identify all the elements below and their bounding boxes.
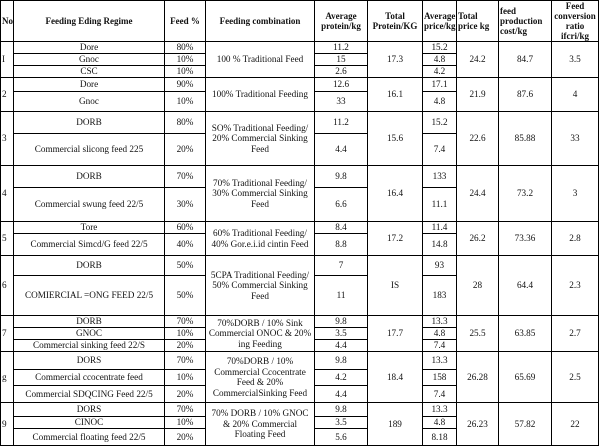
avg-protein-cell: 3.5 (315, 328, 368, 340)
avg-price-cell: 11.1 (423, 188, 457, 222)
avg-protein-cell: 9.8 (315, 352, 368, 370)
regime-cell: COMIERCIAL =ONG FEED 22/5 (14, 276, 165, 316)
avg-protein-cell: 7 (315, 256, 368, 276)
feed-pct-cell: 70% (165, 166, 206, 188)
feed-pct-cell: 90% (165, 78, 206, 92)
regime-cell: Tore (14, 222, 165, 234)
table-row (1, 352, 599, 370)
avg-protein-cell: 3.5 (315, 417, 368, 429)
feed-cost-cell: 84.7 (499, 42, 552, 78)
total-price-cell: 25.5 (457, 316, 499, 352)
feed-cost-cell: 57.82 (499, 403, 552, 446)
avg-price-cell: 13.3 (423, 403, 457, 417)
avg-price-cell: 133 (423, 166, 457, 188)
total-protein-cell: 17.3 (368, 42, 423, 78)
feed-cost-cell: 85.88 (499, 112, 552, 166)
regime-cell: DORB (14, 166, 165, 188)
row-number: I (1, 42, 14, 78)
avg-price-cell: 17.1 (423, 78, 457, 92)
table-row (1, 166, 599, 188)
feed-pct-cell: 10% (165, 417, 206, 429)
combination-cell: 70%DORB / 10% Sink Commercial ONOC & 20% ing Feeding (206, 316, 315, 352)
avg-price-cell: 7.4 (423, 386, 457, 403)
col-feed-cost: feed production cost/kg (499, 1, 552, 42)
feed-pct-cell: 60% (165, 222, 206, 234)
feed-cost-cell: 73.2 (499, 166, 552, 222)
avg-protein-cell: 8.4 (315, 222, 368, 234)
row-number: g (1, 352, 14, 403)
combination-cell: 60% Traditional Feeding/ 40% Gor.e.i.id cintin Feed (206, 222, 315, 256)
avg-price-cell: 13.3 (423, 316, 457, 328)
avg-protein-cell: 5.6 (315, 429, 368, 446)
col-fcr: Feed conversion ratio ifcri/kg (552, 1, 599, 42)
regime-cell: Commercial ccocentrate feed (14, 370, 165, 386)
avg-price-cell: 11.4 (423, 222, 457, 234)
avg-protein-cell: 6.6 (315, 188, 368, 222)
total-protein-cell: 16.4 (368, 166, 423, 222)
fcr-cell: 22 (552, 403, 599, 446)
regime-cell: DORB (14, 316, 165, 328)
row-number: 5 (1, 222, 14, 256)
avg-price-cell: 4.8 (423, 417, 457, 429)
total-price-cell: 26.23 (457, 403, 499, 446)
combination-cell: SO% Traditional Feeding/ 20% Commercial Sinking Feed (206, 112, 315, 166)
header-row (1, 1, 599, 42)
regime-cell: Commercial slicong feed 225 (14, 134, 165, 166)
combination-cell: 100% Traditional Feeding (206, 78, 315, 112)
feed-pct-cell: 20% (165, 429, 206, 446)
regime-cell: Commercial swung feed 22/5 (14, 188, 165, 222)
avg-protein-cell: 11 (315, 276, 368, 316)
combination-cell: 70% Traditional Feeding/ 30% Commercial Sinking Feed (206, 166, 315, 222)
regime-cell: DORS (14, 403, 165, 417)
avg-protein-cell: 9.8 (315, 403, 368, 417)
avg-protein-cell: 2.6 (315, 66, 368, 78)
regime-cell: Commercial sinking feed 22/S (14, 340, 165, 352)
avg-protein-cell: 4.4 (315, 134, 368, 166)
feed-cost-cell: 64.4 (499, 256, 552, 316)
feed-cost-cell: 73.36 (499, 222, 552, 256)
total-price-cell: 28 (457, 256, 499, 316)
fcr-cell: 3.5 (552, 42, 599, 78)
feed-pct-cell: 10% (165, 370, 206, 386)
regime-cell: Gnoc (14, 54, 165, 66)
total-protein-cell: 18.4 (368, 352, 423, 403)
feed-pct-cell: 50% (165, 256, 206, 276)
avg-protein-cell: 11.2 (315, 112, 368, 134)
regime-cell: DORS (14, 352, 165, 370)
table-row (1, 222, 599, 234)
avg-protein-cell: 15 (315, 54, 368, 66)
col-regime: Feeding Eding Regime (14, 1, 165, 42)
regime-cell: GNOC (14, 328, 165, 340)
feed-pct-cell: 80% (165, 112, 206, 134)
total-protein-cell: 16.1 (368, 78, 423, 112)
row-number: 7 (1, 316, 14, 352)
col-total-protein: Total Protein/KG (368, 1, 423, 42)
regime-cell: DORB (14, 256, 165, 276)
table-body (1, 42, 599, 446)
feed-cost-cell: 65.69 (499, 352, 552, 403)
row-number: 4 (1, 166, 14, 222)
fcr-cell: 4 (552, 78, 599, 112)
feed-pct-cell: 10% (165, 328, 206, 340)
col-avg-protein: Average protein/kg (315, 1, 368, 42)
total-protein-cell: 189 (368, 403, 423, 446)
fcr-cell: 3 (552, 166, 599, 222)
table-row (1, 256, 599, 276)
total-price-cell: 26.28 (457, 352, 499, 403)
avg-price-cell: 8.18 (423, 429, 457, 446)
feed-pct-cell: 30% (165, 188, 206, 222)
col-combination: Feeding combination (206, 1, 315, 42)
avg-price-cell: 13.3 (423, 352, 457, 370)
feed-cost-cell: 87.6 (499, 78, 552, 112)
total-protein-cell: IS (368, 256, 423, 316)
total-price-cell: 26.2 (457, 222, 499, 256)
row-number: 9 (1, 403, 14, 446)
total-protein-cell: 17.2 (368, 222, 423, 256)
feed-cost-cell: 63.85 (499, 316, 552, 352)
row-number: 2 (1, 78, 14, 112)
total-protein-cell: 17.7 (368, 316, 423, 352)
avg-protein-cell: 33 (315, 92, 368, 112)
avg-price-cell: 14.8 (423, 234, 457, 256)
avg-protein-cell: 9.8 (315, 316, 368, 328)
fcr-cell: 2.3 (552, 256, 599, 316)
combination-cell: 70% DORB / 10% GNOC & 20% Commercial Floating Feed (206, 403, 315, 446)
regime-cell: CSC (14, 66, 165, 78)
avg-price-cell: 158 (423, 370, 457, 386)
avg-price-cell: 183 (423, 276, 457, 316)
avg-price-cell: 15.2 (423, 42, 457, 54)
avg-price-cell: 7.4 (423, 340, 457, 352)
regime-cell: Commercial floating feed 22/5 (14, 429, 165, 446)
regime-cell: Gnoc (14, 92, 165, 112)
avg-price-cell: 4.8 (423, 328, 457, 340)
feed-pct-cell: 70% (165, 403, 206, 417)
total-protein-cell: 15.6 (368, 112, 423, 166)
regime-cell: DORB (14, 112, 165, 134)
combination-cell: 70%DORB / 10% Commercial Ccocentrate Feed & 20% CommercialSinking Feed (206, 352, 315, 403)
feed-pct-cell: 50% (165, 276, 206, 316)
row-number: 3 (1, 112, 14, 166)
avg-protein-cell: 11.2 (315, 42, 368, 54)
avg-protein-cell: 4.4 (315, 340, 368, 352)
col-avg-price: Average price/kg (423, 1, 457, 42)
fcr-cell: 33 (552, 112, 599, 166)
feed-pct-cell: 20% (165, 386, 206, 403)
avg-price-cell: 93 (423, 256, 457, 276)
feed-pct-cell: 70% (165, 352, 206, 370)
total-price-cell: 21.9 (457, 78, 499, 112)
feed-pct-cell: 10% (165, 66, 206, 78)
row-number: 6 (1, 256, 14, 316)
table-row (1, 316, 599, 328)
avg-protein-cell: 8.8 (315, 234, 368, 256)
fcr-cell: 2.8 (552, 222, 599, 256)
col-feed-pct: Feed % (165, 1, 206, 42)
avg-price-cell: 7.4 (423, 134, 457, 166)
avg-price-cell: 15.2 (423, 112, 457, 134)
total-price-cell: 24.4 (457, 166, 499, 222)
col-no: No (1, 1, 14, 42)
feed-pct-cell: 40% (165, 234, 206, 256)
avg-price-cell: 4.8 (423, 54, 457, 66)
regime-cell: Commercial Simcd/G feed 22/5 (14, 234, 165, 256)
table-row (1, 78, 599, 92)
regime-cell: Dore (14, 42, 165, 54)
total-price-cell: 24.2 (457, 42, 499, 78)
avg-protein-cell: 4.4 (315, 386, 368, 403)
combination-cell: 5CPA Traditional Feeding/ 50% Commercial Sinking Feed (206, 256, 315, 316)
avg-price-cell: 4.2 (423, 66, 457, 78)
avg-price-cell: 4.8 (423, 92, 457, 112)
regime-cell: CINOC (14, 417, 165, 429)
feed-pct-cell: 70% (165, 316, 206, 328)
avg-protein-cell: 4.2 (315, 370, 368, 386)
col-total-price: Total price kg (457, 1, 499, 42)
combination-cell: 100 % Traditional Feed (206, 42, 315, 78)
table-row (1, 403, 599, 417)
table-row (1, 112, 599, 134)
feed-pct-cell: 10% (165, 54, 206, 66)
regime-cell: Dore (14, 78, 165, 92)
fcr-cell: 2.7 (552, 316, 599, 352)
feed-pct-cell: 20% (165, 134, 206, 166)
feed-pct-cell: 10% (165, 92, 206, 112)
feed-pct-cell: 80% (165, 42, 206, 54)
fcr-cell: 2.5 (552, 352, 599, 403)
total-price-cell: 22.6 (457, 112, 499, 166)
avg-protein-cell: 9.8 (315, 166, 368, 188)
feed-pct-cell: 20% (165, 340, 206, 352)
avg-protein-cell: 12.6 (315, 78, 368, 92)
table-row (1, 42, 599, 54)
regime-cell: Commercial SDQCING Feed 22/5 (14, 386, 165, 403)
